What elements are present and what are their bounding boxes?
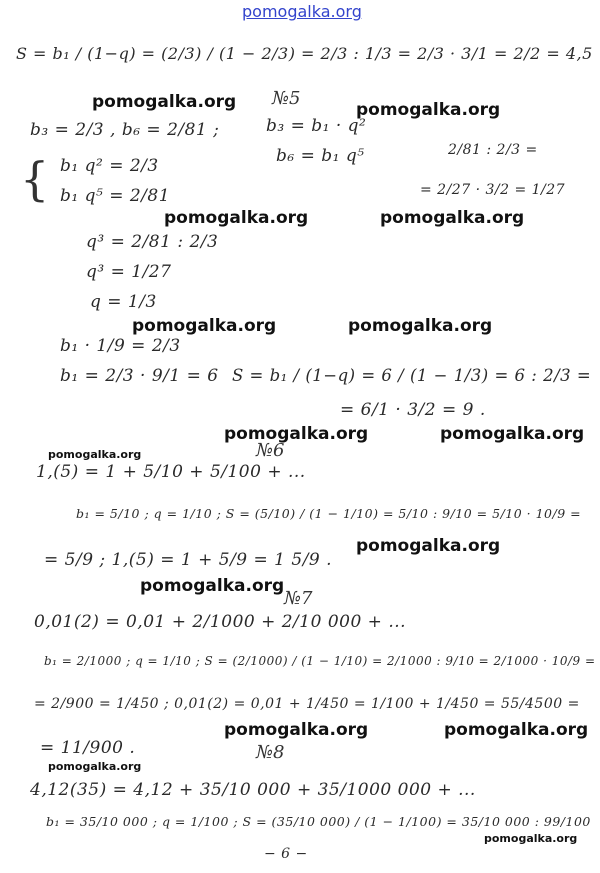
solution-line: q³ = 2/81 : 2/3 <box>86 232 219 252</box>
solution-line: b₁ · 1/9 = 2/3 <box>60 336 181 356</box>
solution-line: = 2/27 · 3/2 = 1/27 <box>420 182 566 198</box>
problem-number-6: №6 <box>256 440 285 461</box>
solution-line: 2/81 : 2/3 = <box>448 142 538 158</box>
solution-line: b₁ = 35/10 000 ; q = 1/100 ; S = (35/10 000) / (1 − 1/100) = 35/10 000 : 99/100 <box>46 814 591 829</box>
solution-line: 4,12(35) = 4,12 + 35/10 000 + 35/1000 000 + ... <box>30 780 476 800</box>
solution-line: b₆ = b₁ q⁵ <box>276 146 365 166</box>
page-number: − 6 − <box>264 846 308 862</box>
solution-line: q³ = 1/27 <box>86 262 172 282</box>
problem-number-8: №8 <box>256 742 285 763</box>
solution-line: S = b₁ / (1−q) = (2/3) / (1 − 2/3) = 2/3 : 1/3 = 2/3 · 3/1 = 2/2 = 4,5 <box>16 44 593 63</box>
solution-line: = 5/9 ; 1,(5) = 1 + 5/9 = 1 5/9 . <box>44 550 333 570</box>
solution-line: S = b₁ / (1−q) = 6 / (1 − 1/3) = 6 : 2/3 = <box>232 366 592 385</box>
watermark: pomogalka.org <box>92 92 237 112</box>
solution-line: = 6/1 · 3/2 = 9 . <box>340 400 486 420</box>
watermark: pomogalka.org <box>348 316 493 336</box>
solution-line: = 2/900 = 1/450 ; 0,01(2) = 0,01 + 1/450 = 1/100 + 1/450 = 55/4500 = <box>34 696 580 712</box>
watermark: pomogalka.org <box>132 316 277 336</box>
solution-line: b₁ = 5/10 ; q = 1/10 ; S = (5/10) / (1 − 1/10) = 5/10 : 9/10 = 5/10 · 10/9 = <box>76 506 582 521</box>
watermark: pomogalka.org <box>48 448 142 461</box>
solution-line: b₃ = b₁ · q² <box>266 116 367 136</box>
watermark: pomogalka.org <box>356 100 501 120</box>
solution-line: = 11/900 . <box>40 738 136 758</box>
watermark: pomogalka.org <box>356 536 501 556</box>
watermark: pomogalka.org <box>444 720 589 740</box>
watermark-top[interactable]: pomogalka.org <box>242 2 362 21</box>
problem-number-5: №5 <box>272 88 301 109</box>
solution-line: b₃ = 2/3 , b₆ = 2/81 ; <box>30 120 220 140</box>
solution-line: 1,(5) = 1 + 5/10 + 5/100 + ... <box>36 462 306 482</box>
solution-line: b₁ = 2/1000 ; q = 1/10 ; S = (2/1000) / (1 − 1/10) = 2/1000 : 9/10 = 2/1000 · 10/9 = <box>44 654 596 668</box>
watermark: pomogalka.org <box>484 832 578 845</box>
solution-line: b₁ = 2/3 · 9/1 = 6 <box>60 366 219 386</box>
problem-number-7: №7 <box>284 588 313 609</box>
system-brace: { <box>20 152 50 206</box>
solution-line: b₁ q² = 2/3 <box>60 156 159 176</box>
watermark: pomogalka.org <box>224 424 369 444</box>
watermark: pomogalka.org <box>164 208 309 228</box>
watermark: pomogalka.org <box>440 424 585 444</box>
watermark: pomogalka.org <box>224 720 369 740</box>
solution-line: 0,01(2) = 0,01 + 2/1000 + 2/10 000 + ... <box>34 612 407 632</box>
watermark: pomogalka.org <box>48 760 142 773</box>
watermark: pomogalka.org <box>380 208 525 228</box>
solution-line: q = 1/3 <box>90 292 157 312</box>
solution-line: b₁ q⁵ = 2/81 <box>60 186 171 206</box>
watermark: pomogalka.org <box>140 576 285 596</box>
